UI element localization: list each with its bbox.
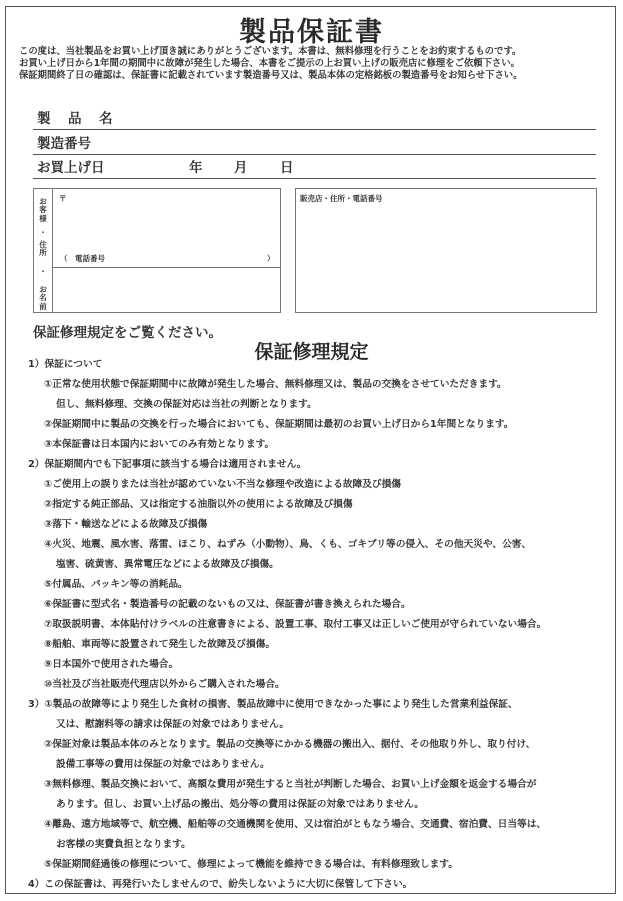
terms-line: 塩害、硫黄害、異常電圧などによる故障及び損傷。: [56, 559, 279, 570]
terms-line: ③無料修理、製品交換において、高額な費用が発生すると当社が判断した場合、お買い上げ金額を返金する場合が: [44, 779, 537, 790]
dealer-label: 販売店・住所・電話番号: [300, 194, 383, 203]
terms-line: 3）①製品の故障等により発生した食材の損害、製品故障中に使用できなかった事により発生した営業利益保証、: [28, 699, 518, 710]
terms-line: ②指定する純正部品、又は指定する油脂以外の使用による故障及び損傷: [44, 499, 353, 510]
customer-divider: [53, 267, 281, 268]
terms-line: ②保証対象は製品本体のみとなります。製品の交換等にかかる機器の搬出入、据付、その他取り外し、取り付け、: [44, 739, 536, 750]
page-title: 製品保証書: [239, 17, 384, 48]
terms-line: 設備工事等の費用は保証の対象ではありません。: [56, 759, 270, 770]
terms-line: ⑥保証書に型式名・製造番号の記載のないもの又は、保証書が書き換えられた場合。: [44, 599, 411, 610]
phone-label: （ 電話番号: [60, 254, 105, 263]
day-label: 日: [280, 160, 294, 176]
terms-line: ⑩当社及び当社販売代理店以外からご購入された場合。: [44, 679, 285, 690]
terms-line: 又は、慰謝料等の請求は保証の対象ではありません。: [56, 719, 290, 730]
terms-line: ⑤付属品、パッキン等の消耗品。: [44, 579, 188, 590]
terms-notice: 保証修理規定をご覧ください。: [33, 325, 222, 341]
terms-line: ①ご使用上の誤りまたは当社が認めていない不当な修理や改造による故障及び損傷: [44, 479, 401, 490]
terms-line: ⑦取扱説明書、本体貼付けラベルの注意書きによる、設置工事、取付工事又は正しいご使用が守られていない場合。: [44, 619, 547, 630]
terms-line: ④火災、地震、風水害、落雷、ほこり、ねずみ（小動物）、鳥、くも、ゴキブリ等の侵入、その他天災や、公害、: [44, 539, 532, 550]
purchase-date-field[interactable]: [33, 160, 596, 179]
phone-close: ）: [267, 254, 275, 263]
intro-line: この度は、当社製品をお買い上げ頂き誠にありがとうございます。本書は、無料修理を行うことをお約束するものです。: [19, 46, 522, 57]
terms-title: 保証修理規定: [254, 341, 369, 363]
customer-label-sep: ・: [39, 266, 47, 276]
terms-line: ①正常な使用状態で保証期間中に故障が発生した場合、無料修理又は、製品の交換をさせていただきます。: [44, 379, 507, 390]
intro-line: お買い上げ日から1年間の期間中に故障が発生した場合、本書をご提示の上お買い上げの販売店に修理をご依頼下さい。: [19, 58, 520, 69]
terms-line: ③落下・輸送などによる故障及び損傷: [44, 519, 208, 530]
customer-label-name: お 客 様: [39, 197, 47, 223]
dealer-box[interactable]: [295, 188, 597, 313]
serial-number-field[interactable]: [33, 136, 596, 155]
terms-line: 4）この保証書は、再発行いたしませんので、紛失しないように大切に保管して下さい。: [28, 879, 413, 890]
terms-line: お客様の実費負担となります。: [56, 839, 191, 850]
terms-line: ②保証期間中に製品の交換を行った場合においても、保証期間は最初のお買い上げ日から1年間となります。: [44, 419, 514, 430]
customer-label-fullname: お 名 前: [39, 285, 47, 311]
customer-label-address: 住 所: [39, 240, 47, 258]
customer-vertical-label: [36, 198, 50, 311]
terms-line: ⑧船舶、車両等に設置されて発生した故障及び損傷。: [44, 639, 276, 650]
year-label: 年: [189, 160, 203, 176]
terms-line: ⑤保証期間経過後の修理について、修理によって機能を維持できる場合は、有料修理致します。: [44, 859, 458, 870]
terms-line: ③本保証書は日本国内においてのみ有効となります。: [44, 439, 275, 450]
terms-line: 1）保証について: [28, 359, 103, 370]
intro-line: 保証期間終了日の確認は、保証書に記載されています製造番号又は、製品本体の定格銘板の製造番号をお知らせ下さい。: [19, 70, 523, 81]
terms-line: 2）保証期間内でも下記事項に該当する場合は適用されません。: [28, 459, 307, 470]
serial-number-label: 製造番号: [37, 136, 91, 152]
product-name-field[interactable]: [33, 111, 596, 130]
purchase-date-label: お買上げ日: [37, 160, 105, 176]
terms-line: ④離島、遠方地域等で、航空機、船舶等の交通機関を使用、又は宿泊がともなう場合、交通費、宿泊費、日当等は、: [44, 819, 547, 830]
terms-line: あります。但し、お買い上げ品の搬出、処分等の費用は保証の対象ではありません。: [56, 799, 424, 810]
intro-text: [19, 46, 609, 82]
terms-line: ⑨日本国外で使用された場合。: [44, 659, 179, 670]
terms-line: 但し、無料修理、交換の保証対応は当社の判断となります。: [56, 399, 317, 410]
postal-mark: 〒: [59, 194, 67, 203]
customer-box[interactable]: [33, 188, 281, 313]
month-label: 月: [234, 160, 248, 176]
customer-label-dash: ・: [39, 227, 47, 237]
product-name-label: 製 品 名: [37, 111, 115, 127]
